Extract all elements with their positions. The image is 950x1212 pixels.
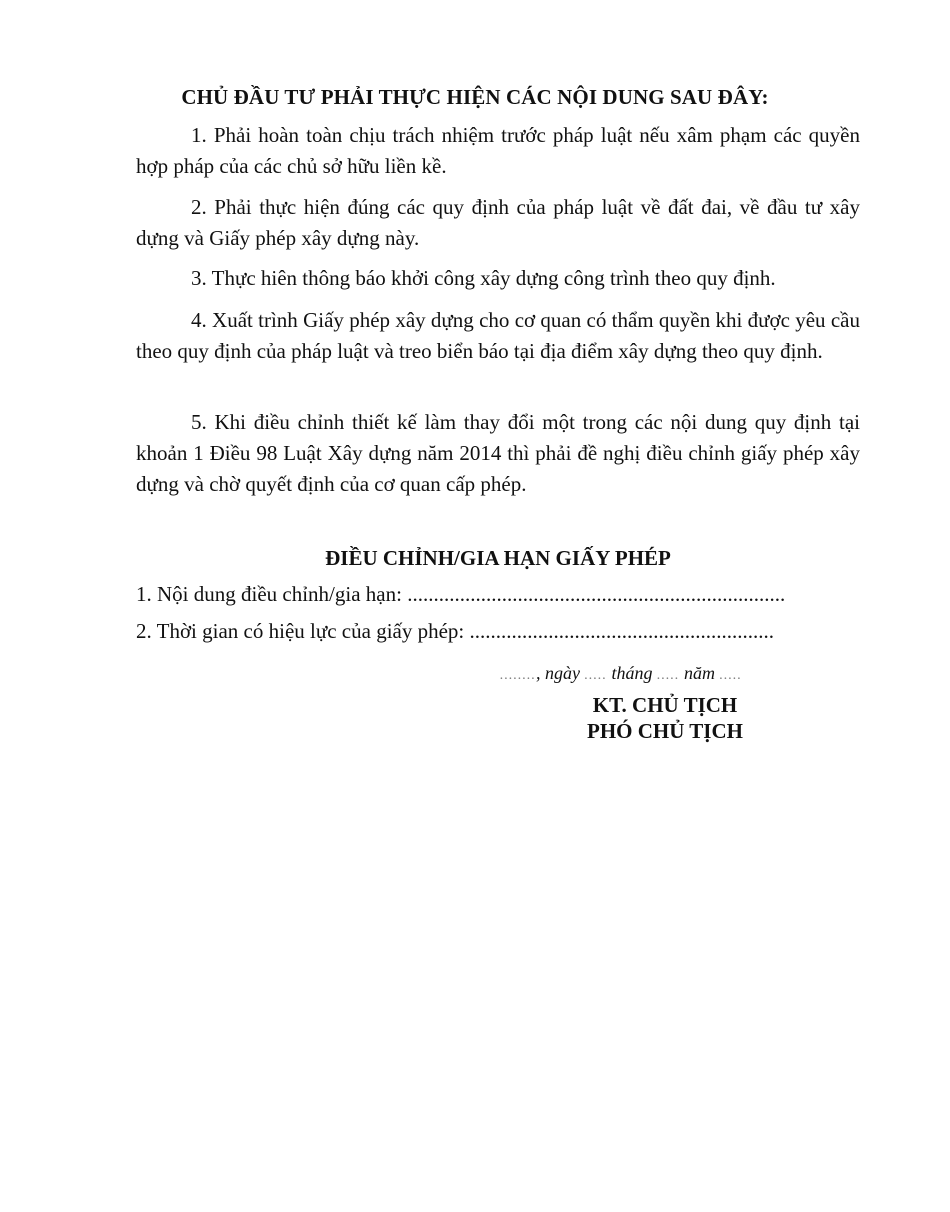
day-label: ngày <box>545 663 580 683</box>
month-blank: ..... <box>657 668 680 683</box>
signatory-title-line-1: KT. CHỦ TỊCH <box>592 693 738 717</box>
place-comma: , <box>536 663 541 683</box>
obligation-item-4: 4. Xuất trình Giấy phép xây dựng cho cơ quan có thẩm quyền khi được yêu cầu theo quy định của pháp luật và treo biển báo tại địa điểm xây dựng theo quy định. <box>136 308 860 363</box>
place-date-line <box>500 661 800 688</box>
validity-period-blank: .......................................................... <box>469 619 775 643</box>
year-label: năm <box>684 663 716 683</box>
obligation-item-2: 2. Phải thực hiện đúng các quy định của pháp luật về đất đai, về đầu tư xây dựng và Giấy phép xây dựng này. <box>136 195 860 250</box>
obligation-item-5: 5. Khi điều chỉnh thiết kế làm thay đổi một trong các nội dung quy định tại khoản 1 Điều 98 Luật Xây dựng năm 2014 thì phải đề nghị điều chỉnh giấy phép xây dựng và chờ quyết định của cơ quan cấp phép. <box>136 410 860 496</box>
obligation-item-1: 1. Phải hoàn toàn chịu trách nhiệm trước pháp luật nếu xâm phạm các quyền hợp pháp của các chủ sở hữu liền kề. <box>136 123 860 178</box>
signature-block <box>560 692 770 744</box>
validity-period-field <box>136 617 826 645</box>
adjustment-content-blank: ........................................................................ <box>407 582 786 606</box>
adjustment-content-label: 1. Nội dung điều chỉnh/gia hạn: <box>136 582 402 606</box>
place-blank: ........ <box>500 668 536 683</box>
validity-period-label: 2. Thời gian có hiệu lực của giấy phép: <box>136 619 465 643</box>
obligation-item-3: 3. Thực hiên thông báo khởi công xây dựng công trình theo quy định. <box>191 266 776 290</box>
adjustment-content-field <box>136 580 826 608</box>
signatory-title-line-2: PHÓ CHỦ TỊCH <box>587 719 743 743</box>
day-blank: ..... <box>584 668 607 683</box>
adjustment-title: ĐIỀU CHỈNH/GIA HẠN GIẤY PHÉP <box>325 546 671 570</box>
month-label: tháng <box>611 663 653 683</box>
obligations-title: CHỦ ĐẦU TƯ PHẢI THỰC HIỆN CÁC NỘI DUNG SAU ĐÂY: <box>181 85 769 109</box>
year-blank: ..... <box>719 668 743 683</box>
